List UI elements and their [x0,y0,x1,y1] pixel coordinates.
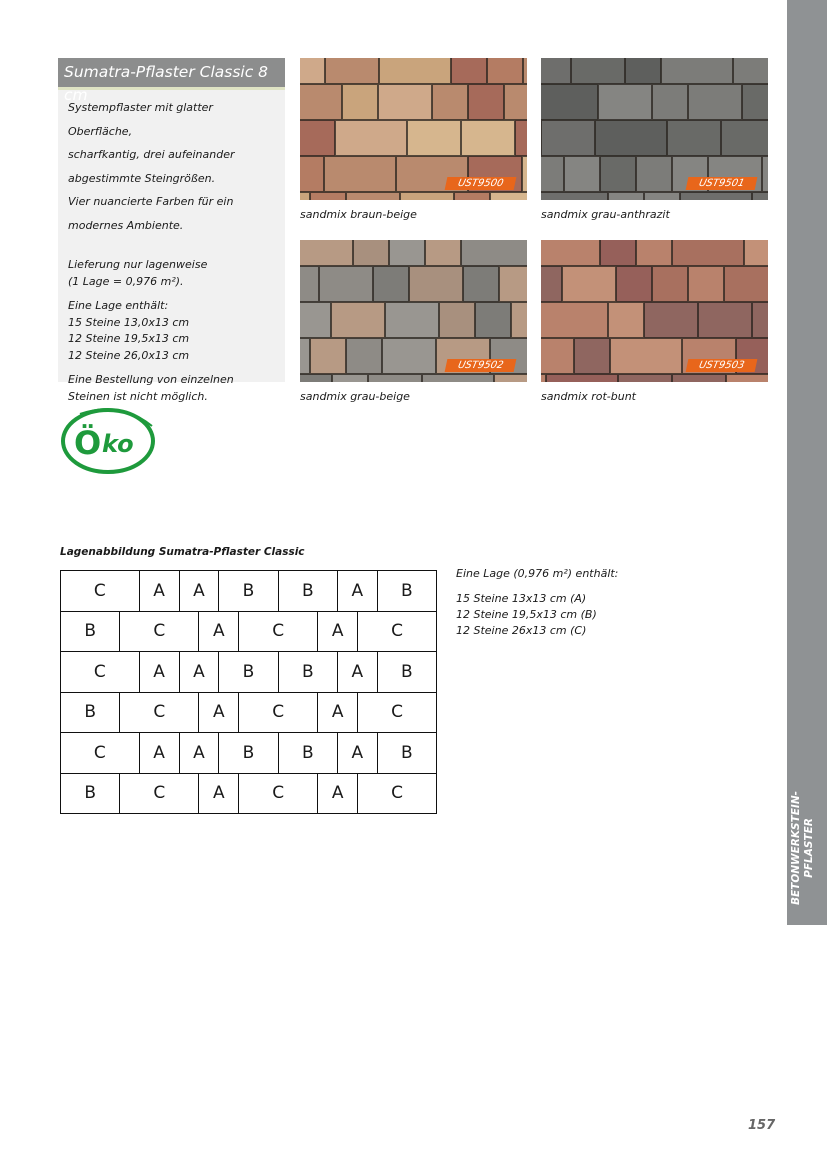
legend-item: 15 Steine 13x13 cm (A) [456,592,587,605]
paving-stone [300,58,325,84]
stone-cell: B [218,652,277,692]
paving-stone [652,266,688,302]
stone-cell: A [317,612,357,652]
stone-cell: C [119,774,198,814]
paving-stone [300,302,331,338]
stone-cell: B [278,733,337,773]
paving-stone [546,374,618,382]
paving-stone [616,266,652,302]
stone-cell: A [198,612,238,652]
paving-stone [598,84,652,120]
paving-stone [644,192,680,200]
stone-cell: A [317,693,357,733]
paving-stone [541,120,595,156]
paving-stone [300,156,324,192]
paving-stone [353,240,389,266]
svg-text:Ö: Ö [74,424,102,462]
stone-cell: B [84,702,97,723]
paving-stone [300,338,310,374]
text-line: scharfkantig, drei aufeinander [68,148,235,161]
paving-stone [300,84,342,120]
paving-stone [335,120,407,156]
paving-stone [378,84,432,120]
paving-stone [672,374,726,382]
paving-stone [595,120,667,156]
stone-cell: C [357,612,436,652]
stone-cell: B [84,621,97,642]
stone-cell: C [238,612,317,652]
paving-stone [762,156,768,192]
paving-stone [310,338,346,374]
paving-stone [325,58,379,84]
paving-stone [331,302,385,338]
paving-stone [409,266,463,302]
oeko-logo [60,404,158,480]
product-photo [300,58,527,200]
stone-cell: A [337,571,377,611]
text-line: Systempflaster mit glatter Oberfläche, [68,101,213,138]
paving-stone [571,58,625,84]
diagram-row [61,732,436,773]
product-code-badge: UST9502 [444,359,516,372]
diagram-row [61,571,436,611]
stone-cell: C [238,774,317,814]
stone-cell: C [238,693,317,733]
paving-stone [523,58,527,84]
paving-stone [608,192,644,200]
paving-stone [454,192,490,200]
paving-stone [475,302,511,338]
paving-stone [332,374,368,382]
text-line: Steinen ist nicht möglich. [68,389,208,403]
paving-stone [726,374,768,382]
product-code-badge: UST9501 [685,177,757,190]
paving-stone [672,240,744,266]
paving-stone [368,374,422,382]
stone-cell: A [198,693,238,733]
diagram-row [61,692,436,733]
stone-cell: C [357,774,436,814]
paving-stone [724,266,768,302]
text-line: Eine Bestellung von einzelnen [68,373,234,386]
paving-stone [422,374,494,382]
paving-stone [752,302,768,338]
product-caption: sandmix grau-beige [300,390,410,403]
stone-cell: A [179,571,219,611]
paving-stone [451,58,487,84]
product-photo [541,58,768,200]
stone-cell: B [218,571,277,611]
text-line: Lieferung nur lagenweise [68,258,208,271]
paving-stone [600,156,636,192]
paving-stone [636,156,672,192]
paving-stone [463,266,499,302]
paving-stone [688,266,724,302]
paving-stone [461,240,527,266]
paving-stone [600,240,636,266]
paving-stone [511,302,527,338]
paving-stone [541,58,571,84]
paving-stone [468,84,504,120]
paving-stone [562,266,616,302]
section-label-line: BETONWERKSTEIN- [790,791,802,905]
product-info-box [58,58,285,403]
paving-stone [541,192,608,200]
legend-item: 12 Steine 26x13 cm (C) [456,624,587,637]
paving-stone [636,240,672,266]
stone-cell: A [139,571,179,611]
paving-stone [319,266,373,302]
paving-stone [389,240,425,266]
paving-stone [407,120,461,156]
diagram-row [61,773,436,814]
paving-stone [744,240,768,266]
text-line: Vier nuancierte Farben für ein [68,195,234,208]
paving-stone [652,84,688,120]
paving-stone [698,302,752,338]
stone-cell: A [337,652,377,692]
paving-stone [461,120,515,156]
paving-stone [541,156,564,192]
paving-stone [300,120,335,156]
paving-stone [688,84,742,120]
paving-stone [300,266,319,302]
stone-cell: B [218,733,277,773]
product-code-badge: UST9503 [685,359,757,372]
product-code-badge: UST9500 [444,177,516,190]
product-description [68,96,275,237]
paving-stone [379,58,451,84]
text-line: 12 Steine 19,5x13 cm [68,332,190,345]
stone-cell: B [84,783,97,804]
paving-stone [373,266,409,302]
stone-cell: A [139,733,179,773]
paving-stone [610,338,682,374]
stone-cell: B [377,652,436,692]
stone-cell: C [357,693,436,733]
paving-stone [385,302,439,338]
layer-legend [456,566,618,639]
paving-stone [439,302,475,338]
stone-cell: A [198,774,238,814]
paving-stone [541,338,574,374]
diagram-row [61,611,436,652]
stone-cell: A [179,733,219,773]
section-label [790,768,816,928]
stone-cell: A [337,733,377,773]
stone-cell: A [317,774,357,814]
stone-cell: B [278,652,337,692]
paving-stone [515,120,527,156]
text-line: 15 Steine 13,0x13 cm [68,315,190,329]
text-line: 12 Steine 26,0x13 cm [68,348,190,362]
paving-stone [499,266,527,302]
paving-stone [644,302,698,338]
paving-stone [522,156,527,192]
paving-stone [346,338,382,374]
layer-contents [68,298,275,364]
paving-stone [400,192,454,200]
stone-cell: C [119,693,198,733]
stone-cell: B [377,571,436,611]
paving-stone [608,302,644,338]
paving-stone [541,266,562,302]
paving-stone [541,84,598,120]
diagram-title: Lagenabbildung Sumatra-Pflaster Classic [60,546,305,558]
paving-stone [324,156,396,192]
svg-text:ko: ko [102,430,134,458]
paving-stone [300,374,332,382]
paving-stone [742,84,768,120]
text-line: abgestimmte Steingrößen. [68,171,216,185]
paving-stone [721,120,768,156]
paving-stone [382,338,436,374]
stone-cell: A [139,652,179,692]
paving-stone [300,240,353,266]
text-line: modernes Ambiente. [68,218,184,232]
paving-stone [310,192,346,200]
paving-stone [504,84,527,120]
paving-stone [752,192,768,200]
paving-stone [490,192,527,200]
order-note [68,372,275,405]
product-photo [541,240,768,382]
paving-stone [494,374,527,382]
product-caption: sandmix grau-anthrazit [541,208,670,221]
paving-stone [425,240,461,266]
stone-cell: A [179,652,219,692]
paving-stone [661,58,733,84]
page-number: 157 [748,1118,776,1133]
section-label-line: PFLASTER [803,818,815,878]
stone-cell: B [278,571,337,611]
paving-stone [667,120,721,156]
layer-diagram [60,570,437,814]
stone-cell: C [93,580,106,601]
paving-stone [574,338,610,374]
paving-stone [300,192,310,200]
paving-stone [541,240,600,266]
product-photo [300,240,527,382]
paving-stone [680,192,752,200]
product-caption: sandmix braun-beige [300,208,417,221]
stone-cell: B [377,733,436,773]
text-line: (1 Lage = 0,976 m²). [68,274,184,288]
text-line: Eine Lage enthält: [68,299,169,312]
product-title: Sumatra-Pflaster Classic 8 cm [58,58,285,90]
stone-cell: C [119,612,198,652]
stone-cell: C [93,661,106,682]
legend-item: 12 Steine 19,5x13 cm (B) [456,608,597,621]
paving-stone [733,58,768,84]
paving-stone [625,58,661,84]
paving-stone [432,84,468,120]
delivery-info [68,257,275,290]
paving-stone [564,156,600,192]
paving-stone [346,192,400,200]
paving-stone [541,302,608,338]
product-caption: sandmix rot-bunt [541,390,636,403]
paving-stone [618,374,672,382]
diagram-row [61,651,436,692]
paving-stone [342,84,378,120]
stone-cell: C [93,742,106,763]
paving-stone [487,58,523,84]
legend-heading: Eine Lage (0,976 m²) enthält: [456,567,619,580]
